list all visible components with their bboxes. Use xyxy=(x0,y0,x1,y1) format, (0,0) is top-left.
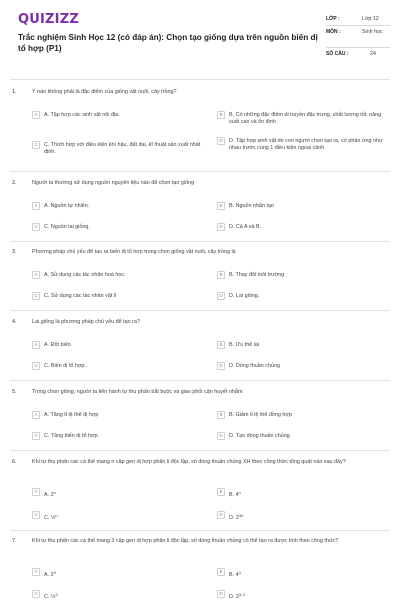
question-number: 2. xyxy=(12,180,17,186)
option-text: D. Tập hợp sinh vật do con người chọn tạo ra, có phản ứng như nhau trước cùng 1 điều kiện ngoại cảnh xyxy=(229,137,383,151)
option-text: A. $2^3$ xyxy=(44,569,56,578)
option-text: C. Biến dị tổ hợp. xyxy=(44,362,86,369)
question-6 xyxy=(12,459,388,527)
question-text: Khi tự thụ phấn các cá thể mang 3 cặp gen dị hợp phân li độc lập, số dòng thuần chủng có thể tạo ra được tính theo công thức? xyxy=(32,538,339,544)
option-letter-box: D xyxy=(217,511,225,519)
option-letter-box: B xyxy=(217,488,225,496)
option-letter-box: A xyxy=(32,202,40,210)
meta-class-value: Lớp 12 xyxy=(362,16,379,22)
question-text: Khi tự thụ phấn các cá thể mang n cặp gen dị hợp phân li độc lập, số dòng thuần chủng XH theo công thức tổng quát nào sau đây? xyxy=(32,459,346,465)
option-letter-box: D xyxy=(217,590,225,598)
option-text: C. ½$^3$ xyxy=(44,591,58,600)
question-text: Trong chọn giống, người ta tiến hành tự thụ phấn bắt buộc và giao phối cận huyết nhằm xyxy=(32,389,243,395)
option-text: B. Có những đặc điểm di truyền đặc trưng, chất lượng tốt, năng suất cao và ổn định xyxy=(229,111,382,125)
option-letter-box: C xyxy=(32,141,40,149)
option-text: D. 2$^{3-3}$ xyxy=(229,591,245,600)
option-letter-box: D xyxy=(217,292,225,300)
option-letter-box: C xyxy=(32,511,40,519)
question-divider xyxy=(10,380,390,381)
option-letter-box: A xyxy=(32,411,40,419)
question-text: Lai giống là phương pháp chủ yếu để tạo ra? xyxy=(32,319,140,325)
option-letter-box: B xyxy=(217,111,225,119)
option-letter-box: D xyxy=(217,223,225,231)
option-text: D. Cả A và B. xyxy=(229,223,262,230)
option-letter-box: A xyxy=(32,568,40,576)
meta-subject-label: MÔN : xyxy=(326,29,341,35)
option-text: A. Đột biến. xyxy=(44,341,73,348)
option-letter-box: B xyxy=(217,341,225,349)
question-1 xyxy=(12,89,388,165)
header-divider xyxy=(10,79,390,80)
option-letter-box: B xyxy=(217,568,225,576)
question-7 xyxy=(12,538,388,600)
option-text: C. ½$^n$ xyxy=(44,512,58,521)
question-number: 4. xyxy=(12,319,17,325)
option-letter-box: D xyxy=(217,137,225,145)
option-letter-box: B xyxy=(217,411,225,419)
option-text: B. $4^3$ xyxy=(229,569,241,578)
option-text: B. Ưu thế lai xyxy=(229,341,260,348)
question-number: 1. xyxy=(12,89,17,95)
option-letter-box: D xyxy=(217,432,225,440)
question-number: 7. xyxy=(12,538,17,544)
option-text: D. Dòng thuần chủng xyxy=(229,362,280,369)
option-text: B. Nguồn nhân tạo xyxy=(229,202,274,209)
option-text: A. 2$^n$ xyxy=(44,489,56,498)
meta-subject-value: Sinh học xyxy=(362,29,383,35)
question-divider xyxy=(10,171,390,172)
question-4 xyxy=(12,319,388,375)
question-divider xyxy=(10,241,390,242)
option-letter-box: A xyxy=(32,111,40,119)
option-text: D. $2^{3n}$ xyxy=(229,512,244,521)
question-number: 6. xyxy=(12,459,17,465)
option-text: B. 4$^n$ xyxy=(229,489,241,498)
question-text: Phương pháp chủ yếu để tạo ra biến dị tổ hợp trong chọn giống vật nuôi, cây trồng là xyxy=(32,249,236,255)
option-letter-box: C xyxy=(32,362,40,370)
worksheet-title: Trắc nghiệm Sinh Học 12 (có đáp án): Chọn tạo giống dựa trên nguồn biến dị tổ hợp (P1) xyxy=(18,33,318,53)
option-letter-box: A xyxy=(32,341,40,349)
option-letter-box: A xyxy=(32,271,40,279)
option-text: D. Lai giống. xyxy=(229,292,260,299)
option-text: A. Tăng tỉ lệ thể dị hợp xyxy=(44,411,99,418)
option-letter-box: C xyxy=(32,292,40,300)
option-text: C. Tăng biến dị tổ hợp. xyxy=(44,432,99,439)
meta-count-label: SỐ CÂU : xyxy=(326,51,349,57)
option-letter-box: B xyxy=(217,202,225,210)
option-text: A. Sử dụng các tác nhân hoá học. xyxy=(44,271,126,278)
option-letter-box: B xyxy=(217,271,225,279)
meta-divider xyxy=(326,25,390,26)
option-letter-box: A xyxy=(32,488,40,496)
worksheet-header xyxy=(18,12,384,72)
meta-class-label: LỚP : xyxy=(326,16,340,22)
question-3 xyxy=(12,249,388,305)
option-text: A. Tập hợp các sinh vật nội địa. xyxy=(44,111,120,118)
option-text: C. Sử dụng các tác nhân vật lí xyxy=(44,292,117,299)
option-letter-box: D xyxy=(217,362,225,370)
question-text: Người ta thường sử dụng nguồn nguyên liệu nào để chọn tạo giống xyxy=(32,180,195,186)
option-letter-box: C xyxy=(32,432,40,440)
question-divider xyxy=(10,310,390,311)
meta-divider xyxy=(326,47,390,48)
question-text: Ý nào không phải là đặc điểm của giống vật nuôi, cây trồng? xyxy=(32,89,177,95)
question-5 xyxy=(12,389,388,445)
question-divider xyxy=(10,450,390,451)
question-divider xyxy=(10,530,390,531)
option-text: A. Nguồn tự nhiên. xyxy=(44,202,90,209)
quizizz-logo: QUIZIZZ xyxy=(18,12,79,27)
option-letter-box: C xyxy=(32,590,40,598)
option-text: B. Thay đổi môi trường xyxy=(229,271,285,278)
option-text: D. Tạo dòng thuần chủng xyxy=(229,432,290,439)
question-number: 5. xyxy=(12,389,17,395)
option-letter-box: C xyxy=(32,223,40,231)
question-2 xyxy=(12,180,388,236)
option-text: C. Nguồn lai giống. xyxy=(44,223,90,230)
option-text: C. Thích hợp với điều kiện khí hậu, đất đai, kĩ thuật sản xuất nhất định. xyxy=(44,141,201,155)
meta-count-value: 24 xyxy=(370,51,376,57)
option-text: B. Giảm tỉ lệ thể đồng hợp xyxy=(229,411,292,418)
question-number: 3. xyxy=(12,249,17,255)
